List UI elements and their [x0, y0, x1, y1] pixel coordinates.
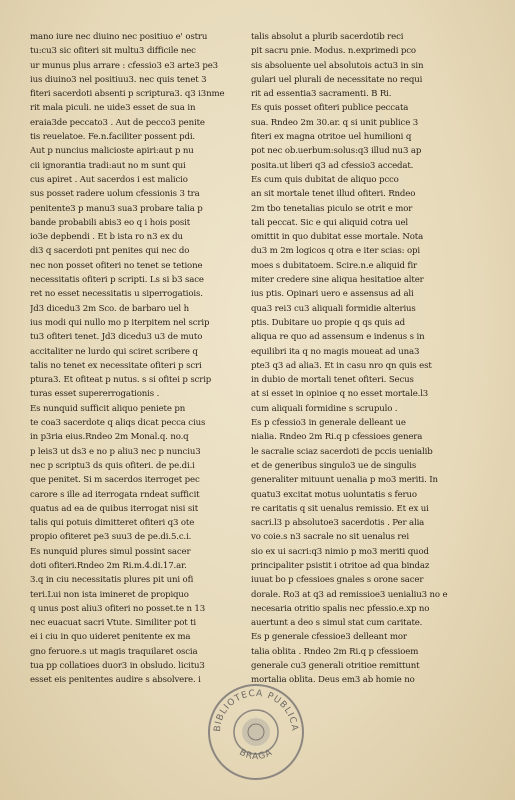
text-line: bande probabili abis3 eo q i hois posit [30, 217, 191, 228]
text-line: in dubio de mortali tenet ofiteri. Secus [251, 375, 414, 386]
text-line: carore s ille ad iterrogata rndeat sufficit [30, 489, 200, 500]
text-line: fiteri ex magna otritoe uel humilioni q [251, 132, 412, 143]
text-line: rit ad essentia3 sacramenti. B Ri. [251, 89, 392, 100]
text-line: talis qui potuis dimitteret ofiteri q3 ote [30, 518, 195, 529]
text-line: accitaliter ne lurdo qui sciret scribere q [30, 346, 198, 357]
text-line: miter credere sine aliqua hesitatioe alter [251, 275, 424, 286]
text-line: turas esset supererrogationis . [30, 389, 160, 400]
text-line: ret no esset necessitatis u siperrogatiois. [30, 289, 203, 300]
right-text-column [251, 30, 469, 688]
text-line: principaliter psistit i otritoe ad qua bindaz [251, 560, 430, 571]
svg-text:BIBLIOTECA PUBLICA: BIBLIOTECA PUBLICA [212, 688, 300, 733]
text-line: di3 q sacerdoti pnt penites qui nec do [30, 246, 190, 257]
text-line: tua pp collatioes duor3 in obsludo. licitu3 [30, 661, 205, 672]
text-line: Es nunquid plures simul possint sacer [30, 546, 191, 557]
text-line: ius modi qui nullo mo p iterpitem nel scrip [30, 317, 210, 328]
text-line: te coa3 sacerdote q aliqs dicat pecca cius [30, 418, 206, 429]
text-line: sio ex ui sacri:q3 nimio p mo3 meriti quod [251, 546, 429, 557]
text-line: 3.q in ciu necessitatis plures pit uni ofi [30, 575, 194, 586]
text-line: in p3ria eius.Rndeo 2m Monal.q. no.q [30, 432, 189, 443]
text-line: ptura3. Et ofiteat p nutus. s si ofitei p scrip [30, 375, 212, 386]
text-line: Jd3 dicedu3 2m Sco. de barbaro uel h [30, 303, 189, 314]
text-line: mortalia oblita. Deus em3 ab homie no [251, 675, 415, 686]
text-line: nec non posset ofiteri no tenet se tetione [30, 260, 203, 271]
text-line: talis no tenet ex necessitate ofiteri p scri [30, 360, 202, 371]
text-line: Es p cfessio3 in generale delleant ue [251, 418, 406, 429]
text-line: necessitatis ofiteri p scripti. Ls si b3 sace [30, 275, 204, 286]
text-line: gno feruore.s ut magis traquilaret oscia [30, 646, 198, 657]
text-line: teri.Lui non ista imineret de propiquo [30, 589, 189, 600]
text-line: cii ignorantia tradi:aut no m sunt qui [30, 160, 186, 171]
text-line: mano iure nec diuino nec positiuo e' ostru [30, 32, 208, 42]
text-line: pit sacru pnie. Modus. n.exprimedi pco [251, 46, 416, 57]
text-line: propio ofiteret pe3 suu3 de pe.di.5.c.i. [30, 532, 192, 543]
text-line: penitente3 p manu3 sua3 probare talia p [30, 203, 203, 214]
text-line: Es nunquid sufficit aliquo peniete pn [30, 403, 186, 414]
text-line: cum aliquali formidine s scrupulo . [251, 403, 398, 414]
text-line: re caritatis q sit uenalus remissio. Et ex ui [251, 503, 429, 514]
text-line: vo coie.s n3 sacrale no sit uenalus rei [251, 532, 409, 543]
text-line: que penitet. Si m sacerdos iterroget pec [30, 475, 200, 486]
text-line: ei i ciu in quo uideret penitente ex ma [30, 632, 191, 643]
text-line: omittit in quo dubitat esse mortale. Nota [251, 232, 424, 243]
text-line: posita.ut liberi q3 ad cfessio3 accedat. [251, 160, 414, 171]
text-line: aliqua re quo ad assensum e indenus s in [251, 332, 425, 343]
text-line: necesaria otritio spalis nec pfessio.e.xp no [251, 603, 430, 614]
text-line: quatus ad ea de quibus iterrogat nisi sit [30, 503, 198, 514]
text-line: le sacralie sciaz sacerdoti de pccis uenialib [251, 446, 433, 457]
library-stamp [206, 682, 306, 782]
text-line: at si esset in opinioe q no esset mortale.l3 [251, 389, 429, 400]
text-line: quatu3 excitat motus uoluntatis s feruo [251, 489, 417, 500]
text-line: ius ptis. Opinari uero e assensus ad ali [251, 289, 414, 300]
text-line: sus posset radere uolum cfessionis 3 tra [30, 189, 200, 200]
text-line: rit mala piculi. ne uide3 esset de sua in [30, 103, 196, 114]
text-line: cus apiret . Aut sacerdos i est malicio [30, 174, 188, 185]
text-line: eraia3de peccato3 . Aut de pecco3 penite [30, 117, 205, 128]
text-line: an sit mortale tenet illud ofiteri. Rndeo [251, 189, 416, 200]
text-line: fiteri sacerdoti absenti p scriptura3. q3 i3nme [30, 89, 225, 100]
text-line: ius diuino3 nel positiuu3. nec quis tenet 3 [30, 74, 207, 85]
text-line: sis absoluente uel absolutois actu3 in sin [251, 60, 424, 71]
text-line: dorale. Ro3 at q3 ad remissioe3 uenialiu3 no e [251, 589, 448, 600]
library-stamp-icon [206, 682, 306, 782]
text-line: esset eis penitentes audire s absolvere. i [30, 675, 201, 686]
text-line: Aut p nuncius malicioste apiri:aut p nu [30, 146, 194, 157]
text-line: generaliter mituunt uenalia p mo3 meriti. In [251, 475, 438, 486]
text-line: pot nec ob.uerbum:solus:q3 illud nu3 ap [251, 146, 422, 157]
text-line: generale cu3 generali otritioe remittunt [251, 661, 420, 672]
text-line: io3e depbendi . Et b ista ro n3 ex du [30, 232, 183, 243]
text-line: sacri.l3 p absolutoe3 sacerdotis . Per alia [251, 518, 425, 529]
text-line: gulari uel plurali de necessitate no requi [251, 74, 423, 85]
text-line: equilibri ita q no magis moueat ad una3 [251, 346, 420, 357]
text-line: du3 m 2m logicos q otra e iter scias: opi [251, 246, 420, 257]
text-line: nialia. Rndeo 2m Ri.q p cfessioes genera [251, 432, 423, 443]
text-line: nec p scriptu3 ds quis ofiteri. de pe.di.i [30, 460, 195, 471]
text-line: iuuat bo p cfessioes gnales s orone sacer [251, 575, 424, 586]
text-line: tali peccat. Sic e qui aliquid cotra uel [251, 217, 408, 228]
text-line: ur munus plus arrare : cfessio3 e3 arte3 pe3 [30, 60, 218, 71]
text-line: moes s dubitatoem. Scire.n.e aliquid fir [251, 260, 418, 271]
text-line: tu:cu3 sic ofiteri sit multu3 difficile nec [30, 46, 196, 57]
text-line: tu3 ofiteri tenet. Jd3 dicedu3 u3 de muto [30, 332, 203, 343]
text-line: sua. Rndeo 2m 30.ar. q si unit publice 3 [251, 117, 419, 128]
svg-text:BRAGA: BRAGA [237, 747, 275, 763]
text-line: qua3 rei3 cu3 aliquali formidie alterius [251, 303, 416, 314]
text-line: 2m tbo tenetalias piculo se otrit e mor [251, 203, 413, 214]
text-line: p leis3 ut ds3 e no p aliu3 nec p nunciu3 [30, 446, 201, 457]
text-line: Es quis posset ofiteri publice peccata [251, 103, 409, 114]
text-line: talia oblita . Rndeo 2m Ri.q p cfessioem [251, 646, 419, 657]
text-line: nec euacuat sacri Vtute. Similiter pot ti [30, 618, 197, 629]
left-text-column [30, 30, 248, 688]
text-line: et de generibus singulo3 ue de singulis [251, 460, 417, 471]
text-line: q unus post aliu3 ofiteri no posset.te n 13 [30, 603, 206, 614]
text-line: ptis. Dubitare uo propie q qs quis ad [251, 317, 405, 328]
text-line: Es cum quis dubitat de aliquo pcco [251, 174, 399, 185]
text-line: talis absolut a plurib sacerdotib reci [251, 32, 404, 42]
text-line: Es p generale cfessioe3 delleant mor [251, 632, 407, 643]
text-line: auertunt a deo s simul stat cum caritate. [251, 618, 423, 629]
text-line: pte3 q3 ad alia3. Et in casu nro qn quis est [251, 360, 432, 371]
text-line: doti ofiteri.Rndeo 2m Ri.m.4.di.17.ar. [30, 560, 187, 571]
text-line: tis reuelatoe. Fe.n.faciliter possent pdi. [30, 132, 196, 143]
